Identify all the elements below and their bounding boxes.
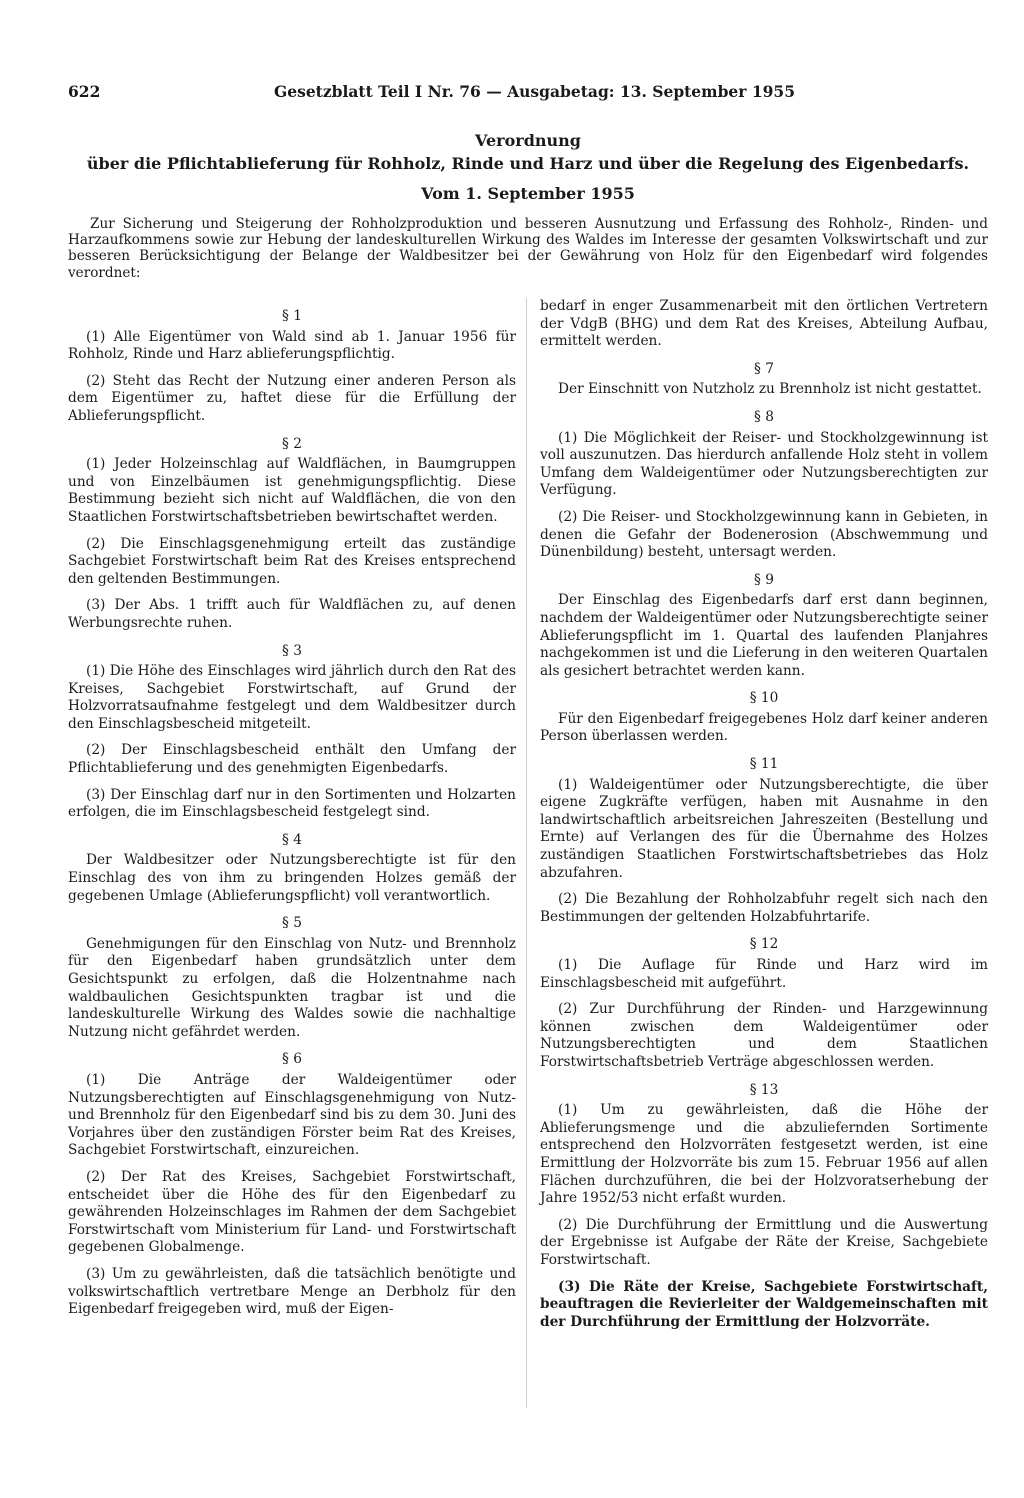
document-title: über die Pflichtablieferung für Rohholz, Rinde und Harz und über die Regelung des Eigenbedarfs. bbox=[86, 154, 970, 173]
section-heading: § 12 bbox=[749, 936, 779, 953]
document-title-block bbox=[68, 130, 988, 204]
section-heading: § 5 bbox=[282, 915, 302, 932]
page-number: 622 bbox=[68, 82, 101, 101]
section-heading: § 8 bbox=[754, 408, 774, 425]
paragraph: (2) Zur Durchführung der Rinden- und Harzgewinnung können zwischen dem Waldeigentümer oder Nutzungsberechtigten und dem Staatlichen Forstwirtschaftsbetrieb Verträge abgeschlossen werden. bbox=[540, 1001, 988, 1070]
section-heading: § 11 bbox=[749, 756, 779, 773]
preamble: Zur Sicherung und Steigerung der Rohholzproduktion und besseren Ausnutzung und Erfassung des Rohholz-, Rinden- und Harzaufkommens sowie zur Hebung der landeskulturellen Wirkung des Waldes im Interesse der gesamten Volkswirtschaft und zur besseren Berücksichtigung der Belange der Waldbesitzer bei der Gewährung von Holz für den Eigenbedarf wird folgendes verordnet: bbox=[68, 216, 988, 281]
document-type: Verordnung bbox=[475, 131, 581, 150]
section-heading: § 13 bbox=[749, 1081, 779, 1098]
section-heading: § 1 bbox=[282, 308, 302, 324]
paragraph: (3) Der Einschlag darf nur in den Sortimenten und Holzarten erfolgen, die im Einschlagsbescheid festgelegt sind. bbox=[68, 786, 516, 821]
paragraph: (2) Die Bezahlung der Rohholzabfuhr regelt sich nach den Bestimmungen der geltenden Holzabfuhrtarife. bbox=[540, 891, 988, 925]
section-heading: § 9 bbox=[754, 571, 774, 588]
paragraph: (2) Die Reiser- und Stockholzgewinnung kann in Gebieten, in denen die Gefahr der Bodenerosion (Abschwemmung und Dünenbildung) besteht, untersagt werden. bbox=[540, 508, 988, 561]
paragraph: (3) Um zu gewährleisten, daß die tatsächlich benötigte und volkswirtschaftlich vertretbare Menge an Derbholz für den Eigenbedarf freigegeben wird, muß der Eigen- bbox=[68, 1265, 516, 1318]
paragraph: (2) Die Einschlagsgenehmigung erteilt das zuständige Sachgebiet Forstwirtschaft beim Rat des Kreises entsprechend den geltenden Bestimmungen. bbox=[68, 535, 516, 587]
paragraph: (1) Jeder Holzeinschlag auf Waldflächen, in Baumgruppen und von Einzelbäumen ist genehmigungspflichtig. Diese Bestimmung bezieht sich nicht auf Waldflächen, die von den Staatlichen Forstwirtschaftsbetrieben bewirtschaftet werden. bbox=[68, 456, 516, 525]
paragraph: (2) Steht das Recht der Nutzung einer anderen Person als dem Eigentümer zu, haftet diese für die Erfüllung der Ablieferungspflicht. bbox=[68, 372, 516, 424]
column-divider bbox=[526, 298, 527, 1408]
paragraph: (2) Die Durchführung der Ermittlung und die Auswertung der Ergebnisse ist Aufgabe der Räte der Kreise, Sachgebiete Forstwirtschaft. bbox=[540, 1216, 988, 1268]
paragraph: (1) Die Höhe des Einschlages wird jährlich durch den Rat des Kreises, Sachgebiet Forstwirtschaft, auf Grund der Holzvorratsaufnahme festgelegt und dem Waldbesitzer durch den Einschlagsbescheid mitgeteilt. bbox=[68, 663, 516, 732]
paragraph: Genehmigungen für den Einschlag von Nutz- und Brennholz für den Eigenbedarf haben grundsätzlich unter dem Gesichtspunkt zu erfolgen, daß die Holzentnahme nach waldbaulichen Gesichtspunkten tragbar ist und die landeskulturelle Wirkung des Waldes sowie die nachhaltige Nutzung nicht gefährdet werden. bbox=[68, 935, 516, 1040]
paragraph: (1) Alle Eigentümer von Wald sind ab 1. Januar 1956 für Rohholz, Rinde und Harz ablieferungspflichtig. bbox=[68, 328, 516, 363]
paragraph: (3) Die Räte der Kreise, Sachgebiete Forstwirtschaft, beauftragen die Revierleiter der Waldgemeinschaften mit der Durchführung der Ermittlung der Holzvorräte. bbox=[540, 1278, 988, 1330]
section-heading: § 2 bbox=[282, 435, 302, 452]
paragraph: (1) Um zu gewährleisten, daß die Höhe der Ablieferungsmenge und die abzuliefernden Sortimente entsprechend den Holzvorräten festgesetzt werden, ist eine Ermittlung der Holzvorräte bis zum 15. Februar 1956 auf allen Flächen durchzuführen, die bei der Holzvoratserhebung der Jahre 1952/53 nicht erfaßt wurden. bbox=[540, 1102, 988, 1207]
paragraph: Der Einschnitt von Nutzholz zu Brennholz ist nicht gestattet. bbox=[558, 381, 982, 398]
section-heading: § 7 bbox=[754, 360, 774, 377]
paragraph: (1) Die Anträge der Waldeigentümer oder Nutzungsberechtigten auf Einschlagsgenehmigung von Nutz- und Brennholz für den Eigenbedarf sind bis zu dem 30. Juni des Vorjahres über den zuständigen Förster beim Rat des Kreises, Sachgebiet Forstwirtschaft, einzureichen. bbox=[68, 1071, 516, 1159]
paragraph: Der Einschlag des Eigenbedarfs darf erst dann beginnen, nachdem der Waldeigentümer oder Nutzungsberechtigte seiner Ablieferungspflicht im 1. Quartal des laufenden Planjahres nachgekommen ist und die Lieferung in den weiteren Quartalen als gesichert betrachtet werden kann. bbox=[540, 592, 988, 679]
paragraph: (2) Der Einschlagsbescheid enthält den Umfang der Pflichtablieferung und des genehmigten Eigenbedarfs. bbox=[68, 742, 516, 777]
running-title: Gesetzblatt Teil I Nr. 76 — Ausgabetag: 13. September 1955 bbox=[274, 82, 795, 101]
paragraph: (1) Die Auflage für Rinde und Harz wird im Einschlagsbescheid mit aufgeführt. bbox=[540, 957, 988, 991]
paragraph: (3) Der Abs. 1 trifft auch für Waldflächen zu, auf denen Werbungsrechte ruhen. bbox=[68, 597, 516, 631]
paragraph: Für den Eigenbedarf freigegebenes Holz darf keiner anderen Person überlassen werden. bbox=[540, 710, 988, 745]
section-heading: § 10 bbox=[749, 690, 779, 707]
left-column bbox=[68, 298, 516, 1328]
section-heading: § 4 bbox=[282, 831, 302, 848]
paragraph: (2) Der Rat des Kreises, Sachgebiet Forstwirtschaft, entscheidet über die Höhe des für den Eigenbedarf zu gewährenden Holzeinschlages im Rahmen der dem Sachgebiet Forstwirtschaft vom Ministerium für Land- und Forstwirtschaft gegebenen Globalmenge. bbox=[68, 1168, 516, 1256]
page-header bbox=[68, 82, 988, 106]
paragraph-continuation: bedarf in enger Zusammenarbeit mit den örtlichen Vertretern der VdgB (BHG) und dem Rat des Kreises, Abteilung Aufbau, ermittelt werden. bbox=[540, 298, 988, 350]
section-heading: § 6 bbox=[282, 1051, 302, 1068]
document-date: Vom 1. September 1955 bbox=[421, 184, 635, 203]
section-heading: § 3 bbox=[282, 642, 302, 659]
right-column bbox=[540, 298, 988, 1340]
paragraph: (1) Die Möglichkeit der Reiser- und Stockholzgewinnung ist voll auszunutzen. Das hierdurch anfallende Holz steht in vollem Umfang dem Waldeigentümer oder Nutzungsberechtigten zur Verfügung. bbox=[540, 429, 988, 499]
paragraph: (1) Waldeigentümer oder Nutzungsberechtigte, die über eigene Zugkräfte verfügen, haben mit Ausnahme in den landwirtschaftlich arbeitsreichen Jahreszeiten (Bestellung und Ernte) auf Verlangen des für die Übernahme des Holzes zuständigen Staatlichen Forstwirtschaftsbetriebes das Holz abzufahren. bbox=[540, 776, 988, 881]
paragraph: Der Waldbesitzer oder Nutzungsberechtigte ist für den Einschlag des von ihm zu bringenden Holzes gemäß der gegebenen Umlage (Ablieferungspflicht) voll verantwortlich. bbox=[68, 852, 516, 904]
